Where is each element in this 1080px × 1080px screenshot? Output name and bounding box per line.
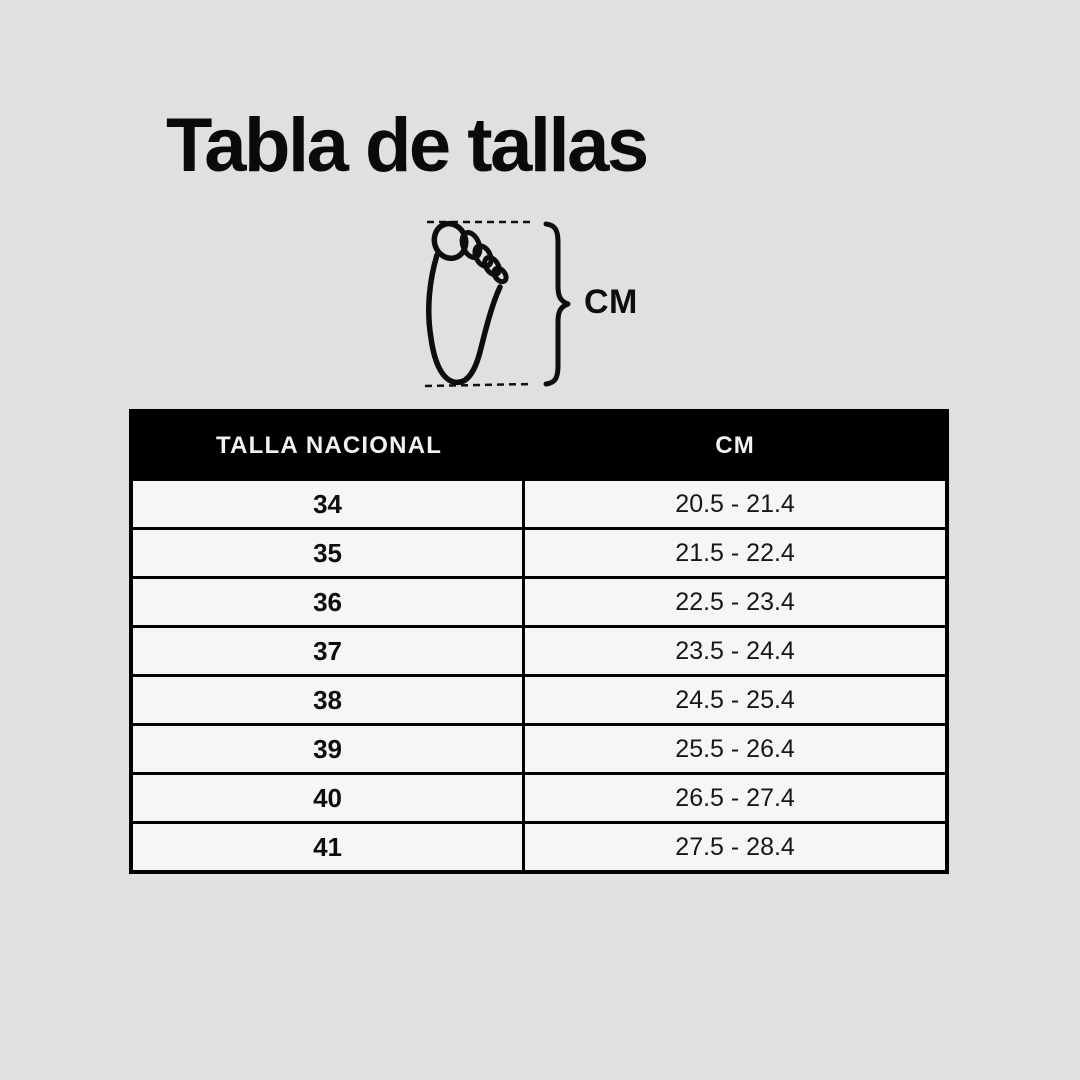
measurement-brace-icon <box>546 224 568 384</box>
size-value: 38 <box>133 677 525 723</box>
table-row <box>133 723 945 772</box>
table-row <box>133 625 945 674</box>
cm-unit-label: CM <box>584 283 638 321</box>
cm-range-value: 26.5 - 27.4 <box>675 783 795 812</box>
size-value: 37 <box>133 628 525 674</box>
table-row <box>133 478 945 527</box>
table-row <box>133 821 945 870</box>
foot-outline-icon <box>429 220 509 383</box>
cm-range-value: 22.5 - 23.4 <box>675 587 795 616</box>
size-table-header-row <box>133 413 945 478</box>
size-value: 34 <box>133 481 525 527</box>
table-row <box>133 527 945 576</box>
cm-range-value: 25.5 - 26.4 <box>675 734 795 763</box>
table-row <box>133 772 945 821</box>
table-row <box>133 576 945 625</box>
size-value: 35 <box>133 530 525 576</box>
size-value: 41 <box>133 824 525 870</box>
size-value: 39 <box>133 726 525 772</box>
cm-range-value: 24.5 - 25.4 <box>675 685 795 714</box>
column-header-talla-nacional: TALLA NACIONAL <box>216 431 443 459</box>
cm-range-value: 21.5 - 22.4 <box>675 538 795 567</box>
table-row <box>133 674 945 723</box>
page-title: Tabla de tallas <box>166 103 647 188</box>
cm-range-value: 27.5 - 28.4 <box>675 832 795 861</box>
size-table <box>129 409 949 874</box>
bottom-dashed-guide-line <box>425 384 532 386</box>
cm-range-value: 23.5 - 24.4 <box>675 636 795 665</box>
cm-range-value: 20.5 - 21.4 <box>675 489 795 518</box>
column-header-cm: CM <box>715 431 755 459</box>
size-value: 36 <box>133 579 525 625</box>
size-value: 40 <box>133 775 525 821</box>
